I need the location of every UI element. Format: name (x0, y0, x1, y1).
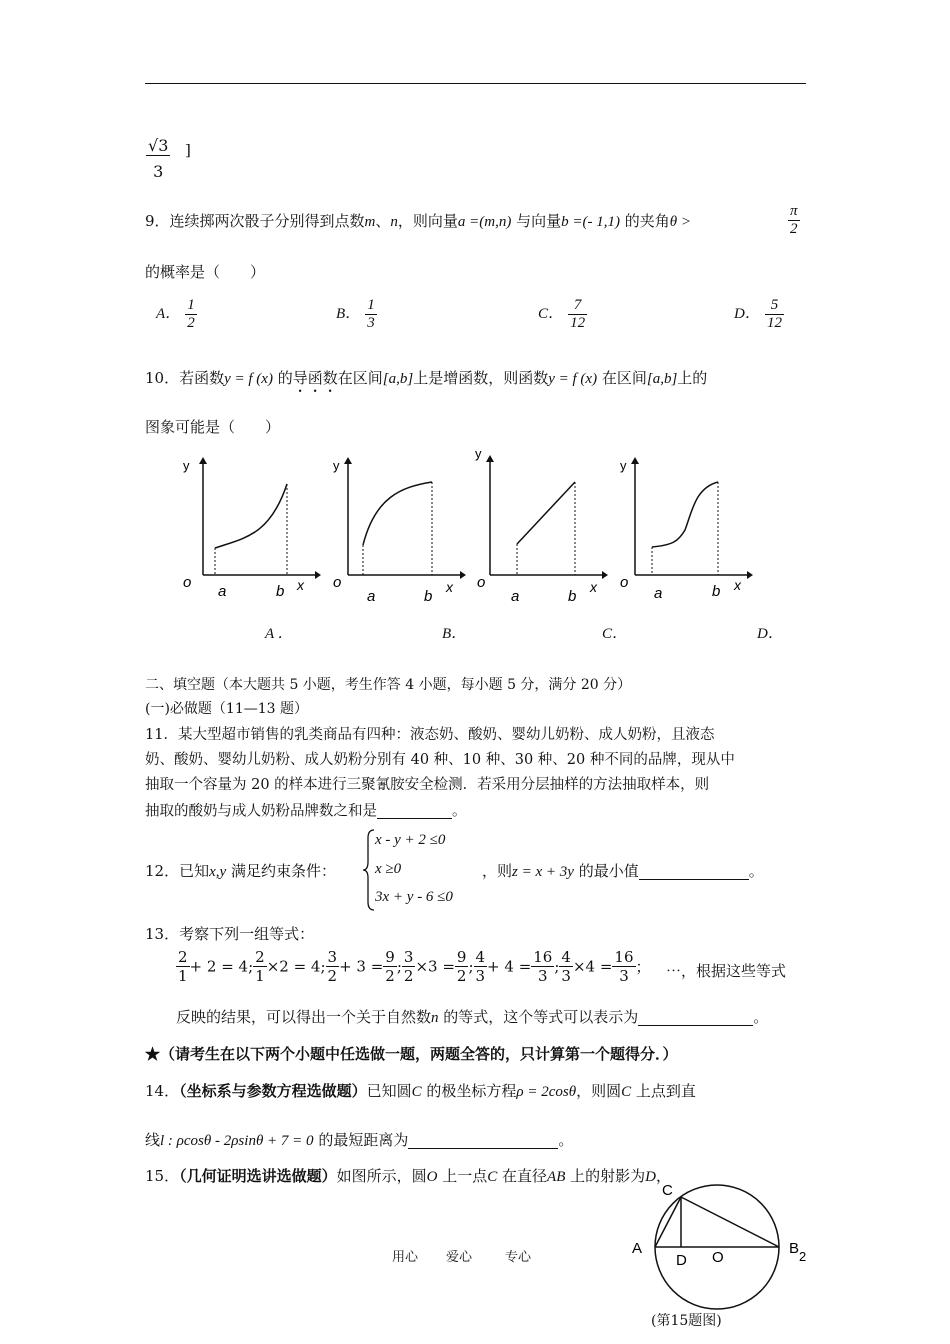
graph-c-y: y (475, 446, 482, 461)
q10-line2: 图象可能是（ ） (145, 418, 281, 436)
q14-line1: 14．（坐标系与参数方程选做题）已知圆C 的极坐标方程ρ = 2cosθ，则圆C 上点到直 (145, 1082, 696, 1100)
graph-c-caption: C． (602, 626, 628, 642)
graph-a-o: o (183, 574, 192, 591)
q15-figure-caption: (第15题图) (651, 1313, 722, 1329)
graph-b-y: y (333, 458, 340, 473)
q11-answer-blank (377, 803, 452, 819)
graph-d-caption: D． (757, 626, 783, 642)
graph-c-o: o (477, 574, 486, 591)
q15-figure (625, 1175, 815, 1310)
top-bracket: ] (185, 141, 191, 159)
graph-b-x: x (446, 579, 453, 595)
footer-c: 专心 (505, 1250, 532, 1265)
q13-intro: 13．考察下列一组等式： (145, 925, 315, 943)
graph-d-x: x (734, 577, 741, 593)
q14-line2: 线l : ρcosθ - 2ρsinθ + 7 = 0 的最短距离为 。 (145, 1131, 574, 1149)
fig-label-d: D (676, 1252, 687, 1269)
q12-answer-blank (639, 864, 749, 880)
graph-a-b: b (276, 583, 285, 600)
q9-option-b: B． $\frac{1}{3}$ (336, 297, 375, 331)
q12-constraint-2: x ≥0 (375, 861, 402, 877)
q13-tail: ⋯，根据这些等式 (666, 962, 787, 980)
q11-line2: 奶、酸奶、婴幼儿奶粉、成人奶粉分别有 40 种、10 种、30 种、20 种不同的品牌，现从中 (145, 752, 735, 768)
q9-pi-frac: $\frac{\pi}{2}$ (790, 203, 798, 237)
q12-tail: ，则z = x + 3y 的最小值 。 (482, 862, 764, 880)
graph-b-a: a (367, 588, 376, 605)
graph-b-o: o (333, 574, 342, 591)
q12-prefix: 12．已知x,y 满足约束条件： (145, 862, 336, 880)
q9-option-c: C． $\frac{7}{12}$ (538, 297, 586, 331)
q9-line1: 9．连续掷两次骰子分别得到点数m、n，则向量a =(m,n) 与向量b =(- 1,1) 的夹角θ > (145, 212, 692, 230)
q13-answer-blank (638, 1010, 753, 1026)
graph-b-b: b (424, 588, 433, 605)
q12-constraint-3: 3x + y - 6 ≤0 (375, 889, 453, 905)
q10-line1: 10．若函数y = f (x) 的导函数在区间[a,b]上是增函数，则函数y = f (x) 在区间[a,b]上的 (145, 369, 708, 387)
q11-line4: 抽取的酸奶与成人奶粉品牌数之和是 。 (145, 803, 467, 820)
q14-answer-blank (408, 1133, 558, 1149)
fig-label-a: A (632, 1240, 643, 1257)
fig-label-2: 2 (799, 1249, 807, 1264)
graph-c-b: b (568, 588, 577, 605)
q13-line2: 反映的结果，可以得出一个关于自然数n 的等式，这个等式可以表示为 。 (176, 1008, 769, 1026)
graph-c-x: x (590, 579, 597, 595)
header-rule (145, 83, 806, 84)
section2-title: 二、填空题（本大题共 5 小题，考生作答 4 小题，每小题 5 分，满分 20 分） (145, 677, 632, 693)
graph-a (175, 450, 325, 610)
q13-equations: $\frac{2}{1}$ + 2 = 4; $\frac{2}{1}$ ×2 = 4; $\frac{3}{2}$ + 3 = $\frac{9}{2}$ ; $\frac{3}{2}$ ×3 = $\frac{9}{2}$ ; $\frac{4}{3}$ + 4 = $\frac{16}{3}$ ; $\frac{4}{3}$ ×4 = $\frac{16}{3}$ ； (178, 948, 651, 985)
q12-constraint-1: x - y + 2 ≤0 (375, 832, 446, 848)
graph-c-a: a (511, 588, 520, 605)
graph-d-b: b (712, 583, 721, 600)
q15-line1: 15．（几何证明选讲选做题）如图所示，圆O 上一点C 在直径AB 上的射影为D， (145, 1167, 672, 1185)
graph-a-x: x (297, 577, 304, 593)
graph-b-caption: B． (442, 626, 467, 642)
graph-d-a: a (654, 585, 663, 602)
graph-d-y: y (620, 458, 627, 473)
fig-label-c: C (662, 1182, 673, 1199)
graph-a-a: a (218, 583, 227, 600)
section2-sub: (一)必做题（11—13 题） (145, 701, 309, 717)
top-fraction: $\frac{√3}{3}$ (148, 136, 169, 181)
graph-c (465, 440, 615, 610)
q9-option-a: A． $\frac{1}{2}$ (156, 297, 195, 331)
fig-label-b: B (789, 1240, 800, 1257)
graph-a-y: y (183, 458, 190, 473)
footer-a: 用心 (392, 1250, 419, 1265)
graph-d-o: o (620, 574, 629, 591)
q9-line2: 的概率是（ ） (145, 263, 266, 281)
fig-label-o: O (712, 1249, 724, 1266)
q9-option-d: D． $\frac{5}{12}$ (734, 297, 782, 331)
graph-d (610, 450, 760, 610)
q11-line3: 抽取一个容量为 20 的样本进行三聚氰胺安全检测．若采用分层抽样的方法抽取样本，则 (145, 777, 710, 793)
graph-a-caption: A ． (265, 626, 293, 642)
graph-b (320, 450, 470, 610)
footer-b: 爱心 (446, 1250, 473, 1265)
star-note: ★（请考生在以下两个小题中任选做一题，两题全答的，只计算第一个题得分．） (145, 1045, 678, 1063)
q12-brace (362, 828, 376, 912)
q11-line1: 11．某大型超市销售的乳类商品有四种：液态奶、酸奶、婴幼儿奶粉、成人奶粉，且液态 (145, 727, 715, 743)
